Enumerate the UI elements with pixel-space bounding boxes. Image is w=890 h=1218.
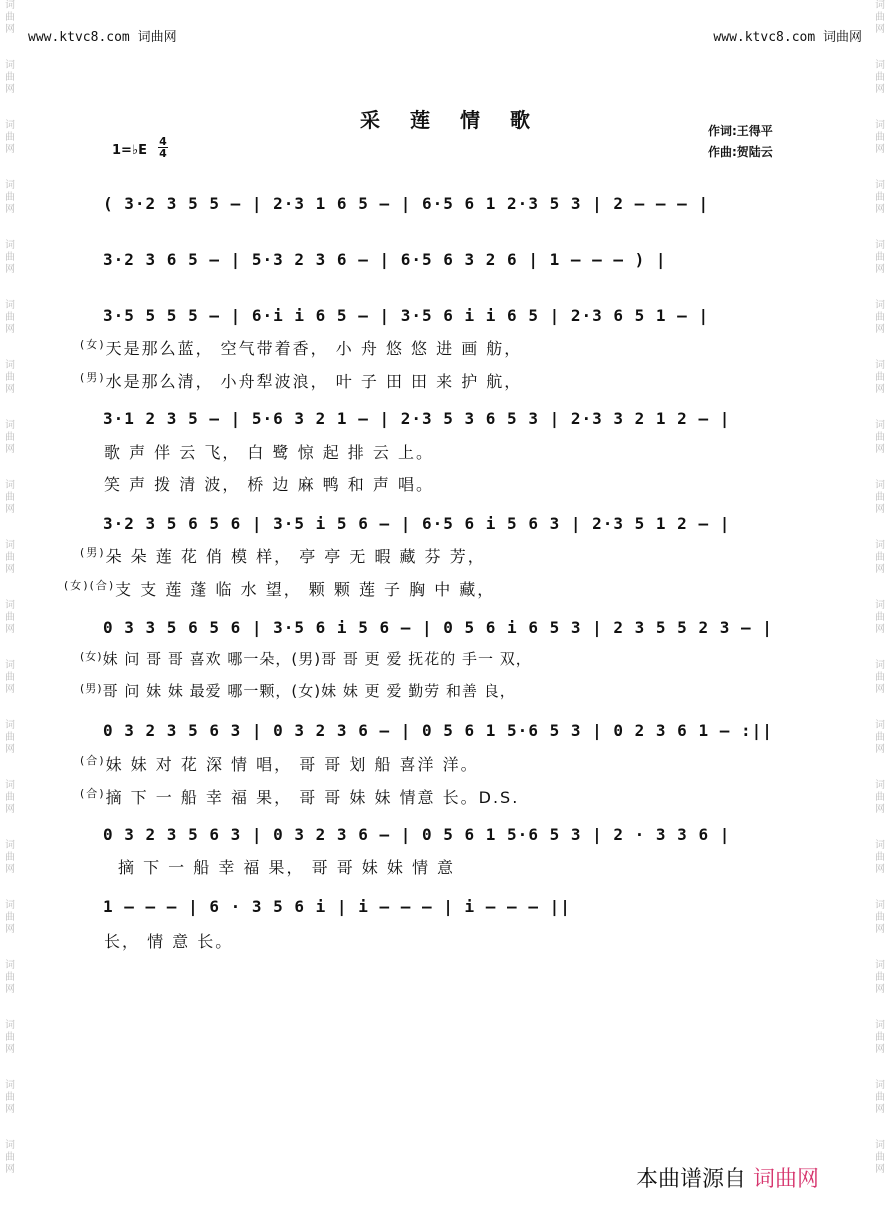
singer-role: (女)	[80, 338, 106, 351]
lyric-line	[80, 369, 522, 392]
lyric-line	[80, 752, 479, 775]
lyric-text: 天是那么蓝， 空气带着香， 小 舟 悠 悠 进 画 舫，	[105, 339, 523, 358]
lyric-text: 长， 情 意 长。	[104, 932, 234, 951]
source-footer	[636, 1162, 819, 1193]
lyric-text: 朵 朵 莲 花 俏 模 样， 亭 亭 无 暇 藏 芬 芳，	[105, 547, 486, 566]
lyric-line	[118, 855, 455, 878]
score-line-1: ( 3·2 3 5 5 — | 2·3 1 6 5 — | 6·5 6 1 2·3 5 3 | 2 — — — |	[103, 194, 710, 213]
lyric-line	[80, 785, 519, 808]
header-url-right[interactable]: www.ktvc8.com 词曲网	[713, 30, 862, 45]
singer-role: (合)	[80, 787, 106, 800]
score-line-2: 3·2 3 6 5 — | 5·3 2 3 6 — | 6·5 6 3 2 6 | 1 — — — ) |	[103, 250, 667, 269]
lyric-text: 笑 声 拨 清 波， 桥 边 麻 鸭 和 声 唱。	[104, 475, 434, 494]
lyric-line	[104, 472, 434, 495]
lyric-line	[80, 680, 516, 701]
singer-role: (男)	[80, 371, 106, 384]
composer-credit: 作曲:贺陆云	[708, 145, 773, 159]
song-title: 采莲情歌	[360, 108, 560, 132]
footer-brand-link[interactable]: 词曲网	[753, 1167, 820, 1192]
right-watermark-column: 词曲网 词曲网 词曲网 词曲网 词曲网 词曲网 词曲网 词曲网 词曲网 词曲网 词曲网 词曲网 词曲网 词曲网 词曲网 词曲网 词曲网 词曲网 词曲网 词曲网	[875, 0, 885, 1175]
footer-prefix: 本曲谱源自	[636, 1167, 747, 1192]
header-url-left[interactable]: www.ktvc8.com 词曲网	[28, 30, 177, 45]
lyric-text: 摘 下 一 船 幸 福 果， 哥 哥 妹 妹 情意 长。D.S.	[105, 788, 520, 807]
singer-role: (女)	[80, 650, 103, 663]
left-watermark-column: 词曲网 词曲网 词曲网 词曲网 词曲网 词曲网 词曲网 词曲网 词曲网 词曲网 词曲网 词曲网 词曲网 词曲网 词曲网 词曲网 词曲网 词曲网 词曲网 词曲网	[5, 0, 15, 1175]
lyric-text: 摘 下 一 船 幸 福 果， 哥 哥 妹 妹 情 意	[118, 858, 456, 877]
lyric-text: 歌 声 伴 云 飞， 白 鹭 惊 起 排 云 上。	[104, 443, 434, 462]
key-signature: 1=♭E	[112, 143, 147, 158]
lyric-line	[104, 929, 233, 952]
lyric-text: 妹 妹 对 花 深 情 唱， 哥 哥 划 船 喜洋 洋。	[105, 755, 479, 774]
score-line-3: 3·5 5 5 5 — | 6·i i 6 5 — | 3·5 6 i i 6 5 | 2·3 6 5 1 — |	[103, 306, 710, 325]
lyric-text: 水是那么清， 小舟犁波浪， 叶 子 田 田 来 护 航，	[105, 372, 523, 391]
singer-role: (合)	[80, 754, 106, 767]
score-line-4: 3·1 2 3 5 — | 5·6 3 2 1 — | 2·3 5 3 6 5 3 | 2·3 3 2 1 2 — |	[103, 409, 731, 428]
lyric-line	[64, 577, 495, 600]
singer-role: (男)	[80, 546, 106, 559]
lyricist-credit: 作词:王得平	[708, 124, 773, 138]
score-line-6: 0 3 3 5 6 5 6 | 3·5 6 i 5 6 — | 0 5 6 i 6 5 3 | 2 3 5 5 2 3 — |	[103, 618, 773, 637]
lyric-text: 支 支 莲 蓬 临 水 望， 颗 颗 莲 子 胸 中 藏，	[115, 580, 496, 599]
lyric-text: 妹 问 哥 哥 喜欢 哪一朵，(男)哥 哥 更 爱 抚花的 手一 双，	[102, 650, 532, 668]
singer-role: (女)(合)	[64, 579, 116, 592]
lyric-line	[104, 440, 434, 463]
lyric-line	[80, 648, 532, 669]
score-line-9: 1 — — — | 6 · 3 5 6 i | i — — — | i — — — ||	[103, 897, 571, 916]
score-line-8: 0 3 2 3 5 6 3 | 0 3 2 3 6 — | 0 5 6 1 5·6 5 3 | 2 · 3 3 6 |	[103, 825, 731, 844]
score-line-5: 3·2 3 5 6 5 6 | 3·5 i 5 6 — | 6·5 6 i 5 6 3 | 2·3 5 1 2 — |	[103, 514, 731, 533]
singer-role: (男)	[80, 682, 103, 695]
time-signature: 4 4	[159, 135, 167, 160]
lyric-line	[80, 544, 486, 567]
lyric-line	[80, 336, 522, 359]
lyric-text: 哥 问 妹 妹 最爱 哪一颗，(女)妹 妹 更 爱 勤劳 和善 良，	[102, 682, 516, 700]
score-line-7: 0 3 2 3 5 6 3 | 0 3 2 3 6 — | 0 5 6 1 5·6 5 3 | 0 2 3 6 1 — :||	[103, 721, 773, 740]
